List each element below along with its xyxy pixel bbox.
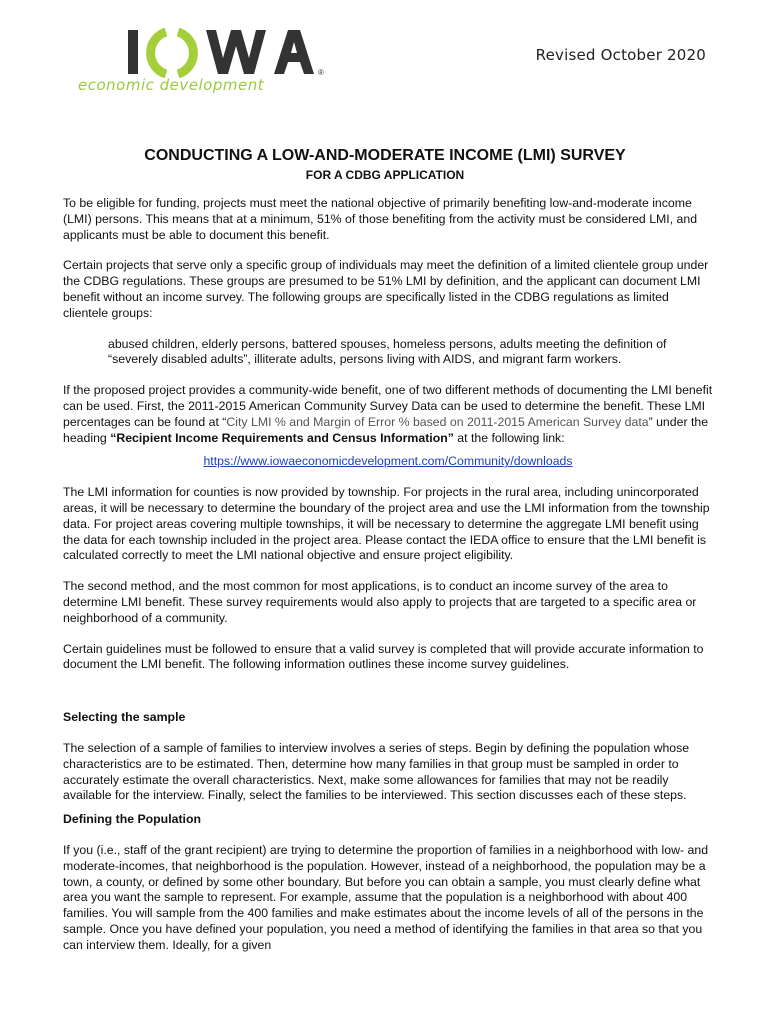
paragraph-selecting-sample: The selection of a sample of families to interview involves a series of steps. Begin by defining the population whose characteristics are to be estimated. Then, determine how many families in that group must be sampled in order to accurately estimate the overall characteristics. Next, make some allowances for families that may not be readily available for the interview. Finally, select the families to be interviewed. This section discusses each of these steps. bbox=[63, 740, 690, 803]
document-body bbox=[63, 196, 713, 968]
paragraph-community-wide bbox=[63, 383, 713, 446]
spacer bbox=[63, 688, 713, 710]
document-title: CONDUCTING A LOW-AND-MODERATE INCOME (LMI) SURVEY bbox=[144, 147, 626, 164]
logo-tagline: economic development bbox=[78, 76, 265, 94]
paragraph-defining-population: If you (i.e., staff of the grant recipient) are trying to determine the proportion of families in a neighborhood with low- and moderate-incomes, that neighborhood is the population. However, instead of a neighborhood, the population may be a town, a county, or defined by some other boundary. But before you can obtain a sample, you must clearly define what area you want the sample to represent. For example, assume that the population is a neighborhood with about 400 families. You will sample from the 400 families and make estimates about the income levels of all of the persons in the sample. Once you have defined your population, you need a method of identifying the families in that area so that you can interview them. Ideally, for a given bbox=[63, 842, 709, 952]
heading-selecting-sample: Selecting the sample bbox=[63, 710, 186, 725]
revised-date: Revised October 2020 bbox=[535, 46, 706, 64]
community-wide-text-a: If the proposed project provides a community-wide benefit, one of two different methods of documenting the LMI benefit can be used. First, the 2011-2015 American Community Survey Data can be used to determine the benefit. These LMI percentages can be found at “ bbox=[63, 383, 713, 429]
paragraph-clientele-groups: abused children, elderly persons, battered spouses, homeless persons, adults meeting the definition of “severely disabled adults”, illiterate adults, persons living with AIDS, and migrant farm workers. bbox=[108, 336, 667, 367]
paragraph-eligibility: To be eligible for funding, projects must meet the national objective of primarily benefiting low-and-moderate income (LMI) persons. This means that at a minimum, 51% of those benefiting from the activity must be considered LMI, and applicants must be able to document this benefit. bbox=[63, 196, 698, 242]
document-subtitle: FOR A CDBG APPLICATION bbox=[305, 168, 465, 182]
paragraph-guidelines: Certain guidelines must be followed to ensure that a valid survey is completed that will provide accurate information to document the LMI benefit. The following information outlines these income survey guidelines. bbox=[63, 641, 704, 672]
iowa-logo-mark-icon bbox=[78, 28, 318, 78]
heading-defining-population: Defining the Population bbox=[63, 812, 201, 827]
community-wide-text-b: ” under the heading bbox=[63, 414, 709, 445]
downloads-link[interactable]: https://www.iowaeconomicdevelopment.com/Community/downloads bbox=[203, 454, 573, 469]
link-row bbox=[63, 454, 713, 470]
heading-reference: “Recipient Income Requirements and Census Information” bbox=[110, 430, 454, 445]
paragraph-second-method: The second method, and the most common for most applications, is to conduct an income survey of the area to determine LMI benefit. These survey requirements would also apply to projects that are targeted to a specific area or neighborhood of a community. bbox=[63, 579, 697, 625]
registered-mark: ® bbox=[318, 68, 324, 77]
paragraph-limited-clientele: Certain projects that serve only a specific group of individuals may meet the definition of a limited clientele group under the CDBG regulations. These groups are presumed to be 51% LMI by definition, and the applicant can document LMI benefit without an income survey. The following groups are specifically listed in the CDBG regulations as limited clientele groups: bbox=[63, 258, 709, 320]
community-wide-text-c: at the following link: bbox=[453, 430, 565, 445]
iowa-economic-development-logo bbox=[78, 28, 338, 98]
lmi-data-reference: City LMI % and Margin of Error % based on 2011-2015 American Survey data bbox=[226, 414, 649, 429]
paragraph-township: The LMI information for counties is now provided by township. For projects in the rural area, including unincorporated areas, it will be necessary to determine the boundary of the project area and use the LMI information from the township data. For project areas covering multiple townships, it will be necessary to determine the aggregate LMI benefit using the data for each township included in the project area. Please contact the IEDA office to ensure that the LMI benefit is calculated correctly to meet the LMI national objective and ensure project eligibility. bbox=[63, 485, 710, 563]
